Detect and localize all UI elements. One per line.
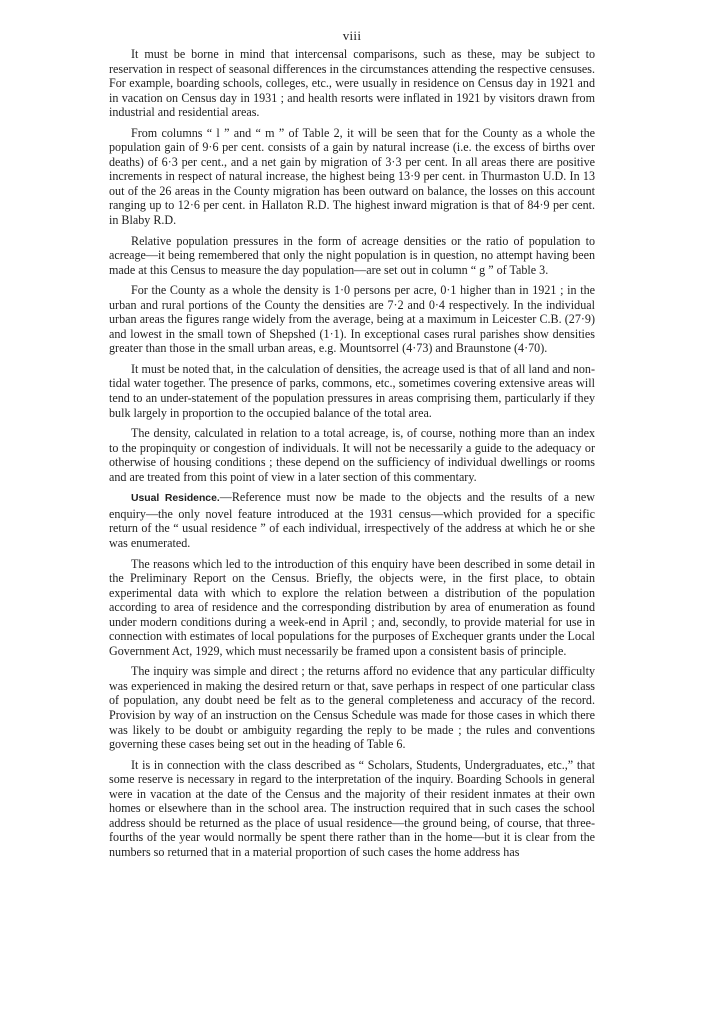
paragraph-text: Relative population pressures in the form of acreage densities or the ratio of population to acreage—it being remembered that only the night population is in question, no attempt having been made at this Census to measure the day population—are set out in column “ g ” of Table 3. (109, 233, 595, 277)
paragraph-text: —Reference must now be made to the objects and the results of a new enquiry—the only novel feature introduced at the 1931 census—which provided for a specific return of the “ usual residence ” of each individual, irrespectively of the address at which he or she was enumerated. (109, 490, 595, 550)
paragraph-text: It must be borne in mind that intercensal comparisons, such as these, may be subject to reservation in respect of seasonal differences in the circumstances attending the respective censuses. For example, boarding schools, colleges, etc., were usually in residence on Census day in 1921 and in vacation on Census day in 1931 ; and health resorts were inflated in 1921 by visitors drawn from industrial and residential areas. (109, 47, 595, 120)
paragraph-enquiry-reasons (109, 557, 595, 659)
paragraph-text: The reasons which led to the introduction of this enquiry have been described in some detail in the Preliminary Report on the Census. Briefly, the objects were, in the first place, to obtain experimental data with which to explore the relation between a distribution of the population according to area of residence and the corresponding distribution by area of enumeration as found under modern conditions during a week-end in April ; and, secondly, to provide material for use in connection with estimates of local populations for the purposes of Exchequer grants under the Local Government Act, 1929, which must necessarily be framed upon a consistent basis of principle. (109, 556, 595, 658)
paragraph-inquiry-simple (109, 664, 595, 751)
page-number: viii (342, 28, 362, 43)
document-page (109, 28, 595, 1008)
paragraph-usual-residence (109, 490, 595, 550)
paragraph-text: From columns “ l ” and “ m ” of Table 2, it will be seen that for the County as a whole the population gain of 9·6 per cent. consists of a gain by natural increase (i.e. the excess of births over deaths) of 6·3 per cent., and a net gain by migration of 3·3 per cent. In all areas there are positive increments in respect of natural increase, the highest being 13·9 per cent. in Thurmaston U.D. In 13 out of the 26 areas in the County migration has been outward on balance, the losses on this account ranging up to 12·6 per cent. in Hallaton R.D. The highest inward migration is that of 84·9 per cent. in Blaby R.D. (109, 125, 595, 228)
paragraph-text: The density, calculated in relation to a total acreage, is, of course, nothing more than an index to the propinquity or congestion of individuals. It will not be necessarily a guide to the adequacy or otherwise of housing conditions ; these depend on the sufficiency of individual dwellings or rooms and are treated from this point of view in a later section of this commentary. (109, 426, 595, 484)
paragraph-migration-gain (109, 126, 595, 228)
paragraph-text: The inquiry was simple and direct ; the returns afford no evidence that any particular difficulty was experienced in making the desired return or that, save perhaps in respect of one particular class of population, any doubt need be felt as to the general completeness and accuracy of the record. Provision by way of an instruction on the Census Schedule was made for those cases in which there was likely to be doubt or ambiguity regarding the reply to be made ; the rules and conventions governing these cases being set out in the heading of Table 6. (109, 664, 595, 752)
paragraph-text: It is in connection with the class described as “ Scholars, Students, Undergraduates, etc.,” that some reserve is necessary in regard to the interpretation of the inquiry. Boarding Schools in general were in vacation at the date of the Census and the majority of their resident inmates at their own homes or elsewhere than in the school area. The instruction required that in such cases the school address should be returned as the place of usual residence—the ground being, of course, that three-fourths of the year would normally be spent there rather than in the home—but it is clear from the numbers so returned that in a material proportion of such cases the home address has (109, 757, 595, 859)
paragraph-density-index (109, 426, 595, 484)
section-heading-usual-residence: Usual Residence. (131, 493, 220, 505)
paragraph-text: It must be noted that, in the calculation of densities, the acreage used is that of all land and non-tidal water together. The presence of parks, commons, etc., sometimes covering extensive areas will tend to an under-statement of the population pressures in areas comprising them, particularly if they bulk largely in proportion to the occupied balance of the total area. (109, 361, 595, 420)
paragraph-county-density (109, 283, 595, 356)
paragraph-text: For the County as a whole the density is 1·0 persons per acre, 0·1 higher than in 1921 ; in the urban and rural portions of the County the densities are 7·2 and 0·4 respectively. In the individual urban areas the figures range widely from the average, being at a maximum in Leicester C.B. (27·9) and lowest in the small town of Shepshed (1·1). In exceptional cases rural parishes show densities greater than those in the small urban areas, e.g. Mountsorrel (4·73) and Braunstone (4·70). (109, 283, 595, 356)
paragraph-acreage-note (109, 362, 595, 420)
paragraph-scholars-students (109, 758, 595, 860)
paragraph-intercensal-comparisons (109, 47, 595, 120)
paragraph-population-pressures (109, 234, 595, 278)
